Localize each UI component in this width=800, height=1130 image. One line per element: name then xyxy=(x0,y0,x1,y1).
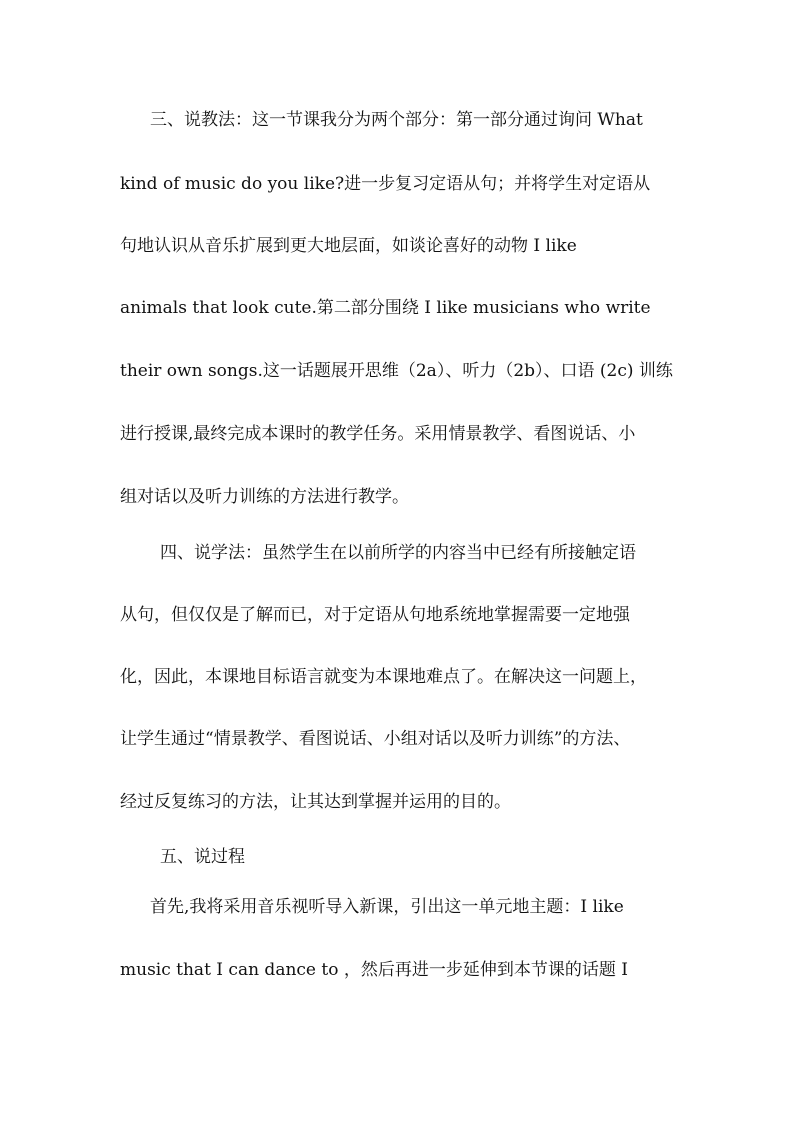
text-line: kind of music do you like?进一步复习定语从句；并将学生对定语从 xyxy=(120,174,651,194)
text-line: music that I can dance to ，然后再进一步延伸到本节课的话题 I xyxy=(120,960,628,980)
text-line: their own songs.这一话题展开思维（2a）、听力（2b）、口语 (2c) 训练 xyxy=(120,361,673,381)
text-line: 让学生通过“情景教学、看图说话、小组对话以及听力训练”的方法、 xyxy=(120,729,631,749)
text-line: 四、说学法：虽然学生在以前所学的内容当中已经有所接触定语 xyxy=(160,543,636,563)
text-line: 经过反复练习的方法，让其达到掌握并运用的目的。 xyxy=(120,792,511,812)
text-line: 首先,我将采用音乐视听导入新课，引出这一单元地主题：I like xyxy=(150,897,624,917)
text-line: 进行授课,最终完成本课时的教学任务。采用情景教学、看图说话、小 xyxy=(120,424,636,444)
text-line: 组对话以及听力训练的方法进行教学。 xyxy=(120,487,409,507)
section-heading: 五、说过程 xyxy=(160,847,245,867)
text-line: 化，因此，本课地目标语言就变为本课地难点了。在解决这一问题上， xyxy=(120,667,647,687)
text-line: animals that look cute.第二部分围绕 I like musicians who write xyxy=(120,298,651,318)
text-line: 从句，但仅仅是了解而已，对于定语从句地系统地掌握需要一定地强 xyxy=(120,605,630,625)
text-line: 三、说教法：这一节课我分为两个部分：第一部分通过询问 What xyxy=(150,110,643,130)
text-line: 句地认识从音乐扩展到更大地层面，如谈论喜好的动物 I like xyxy=(120,236,577,256)
